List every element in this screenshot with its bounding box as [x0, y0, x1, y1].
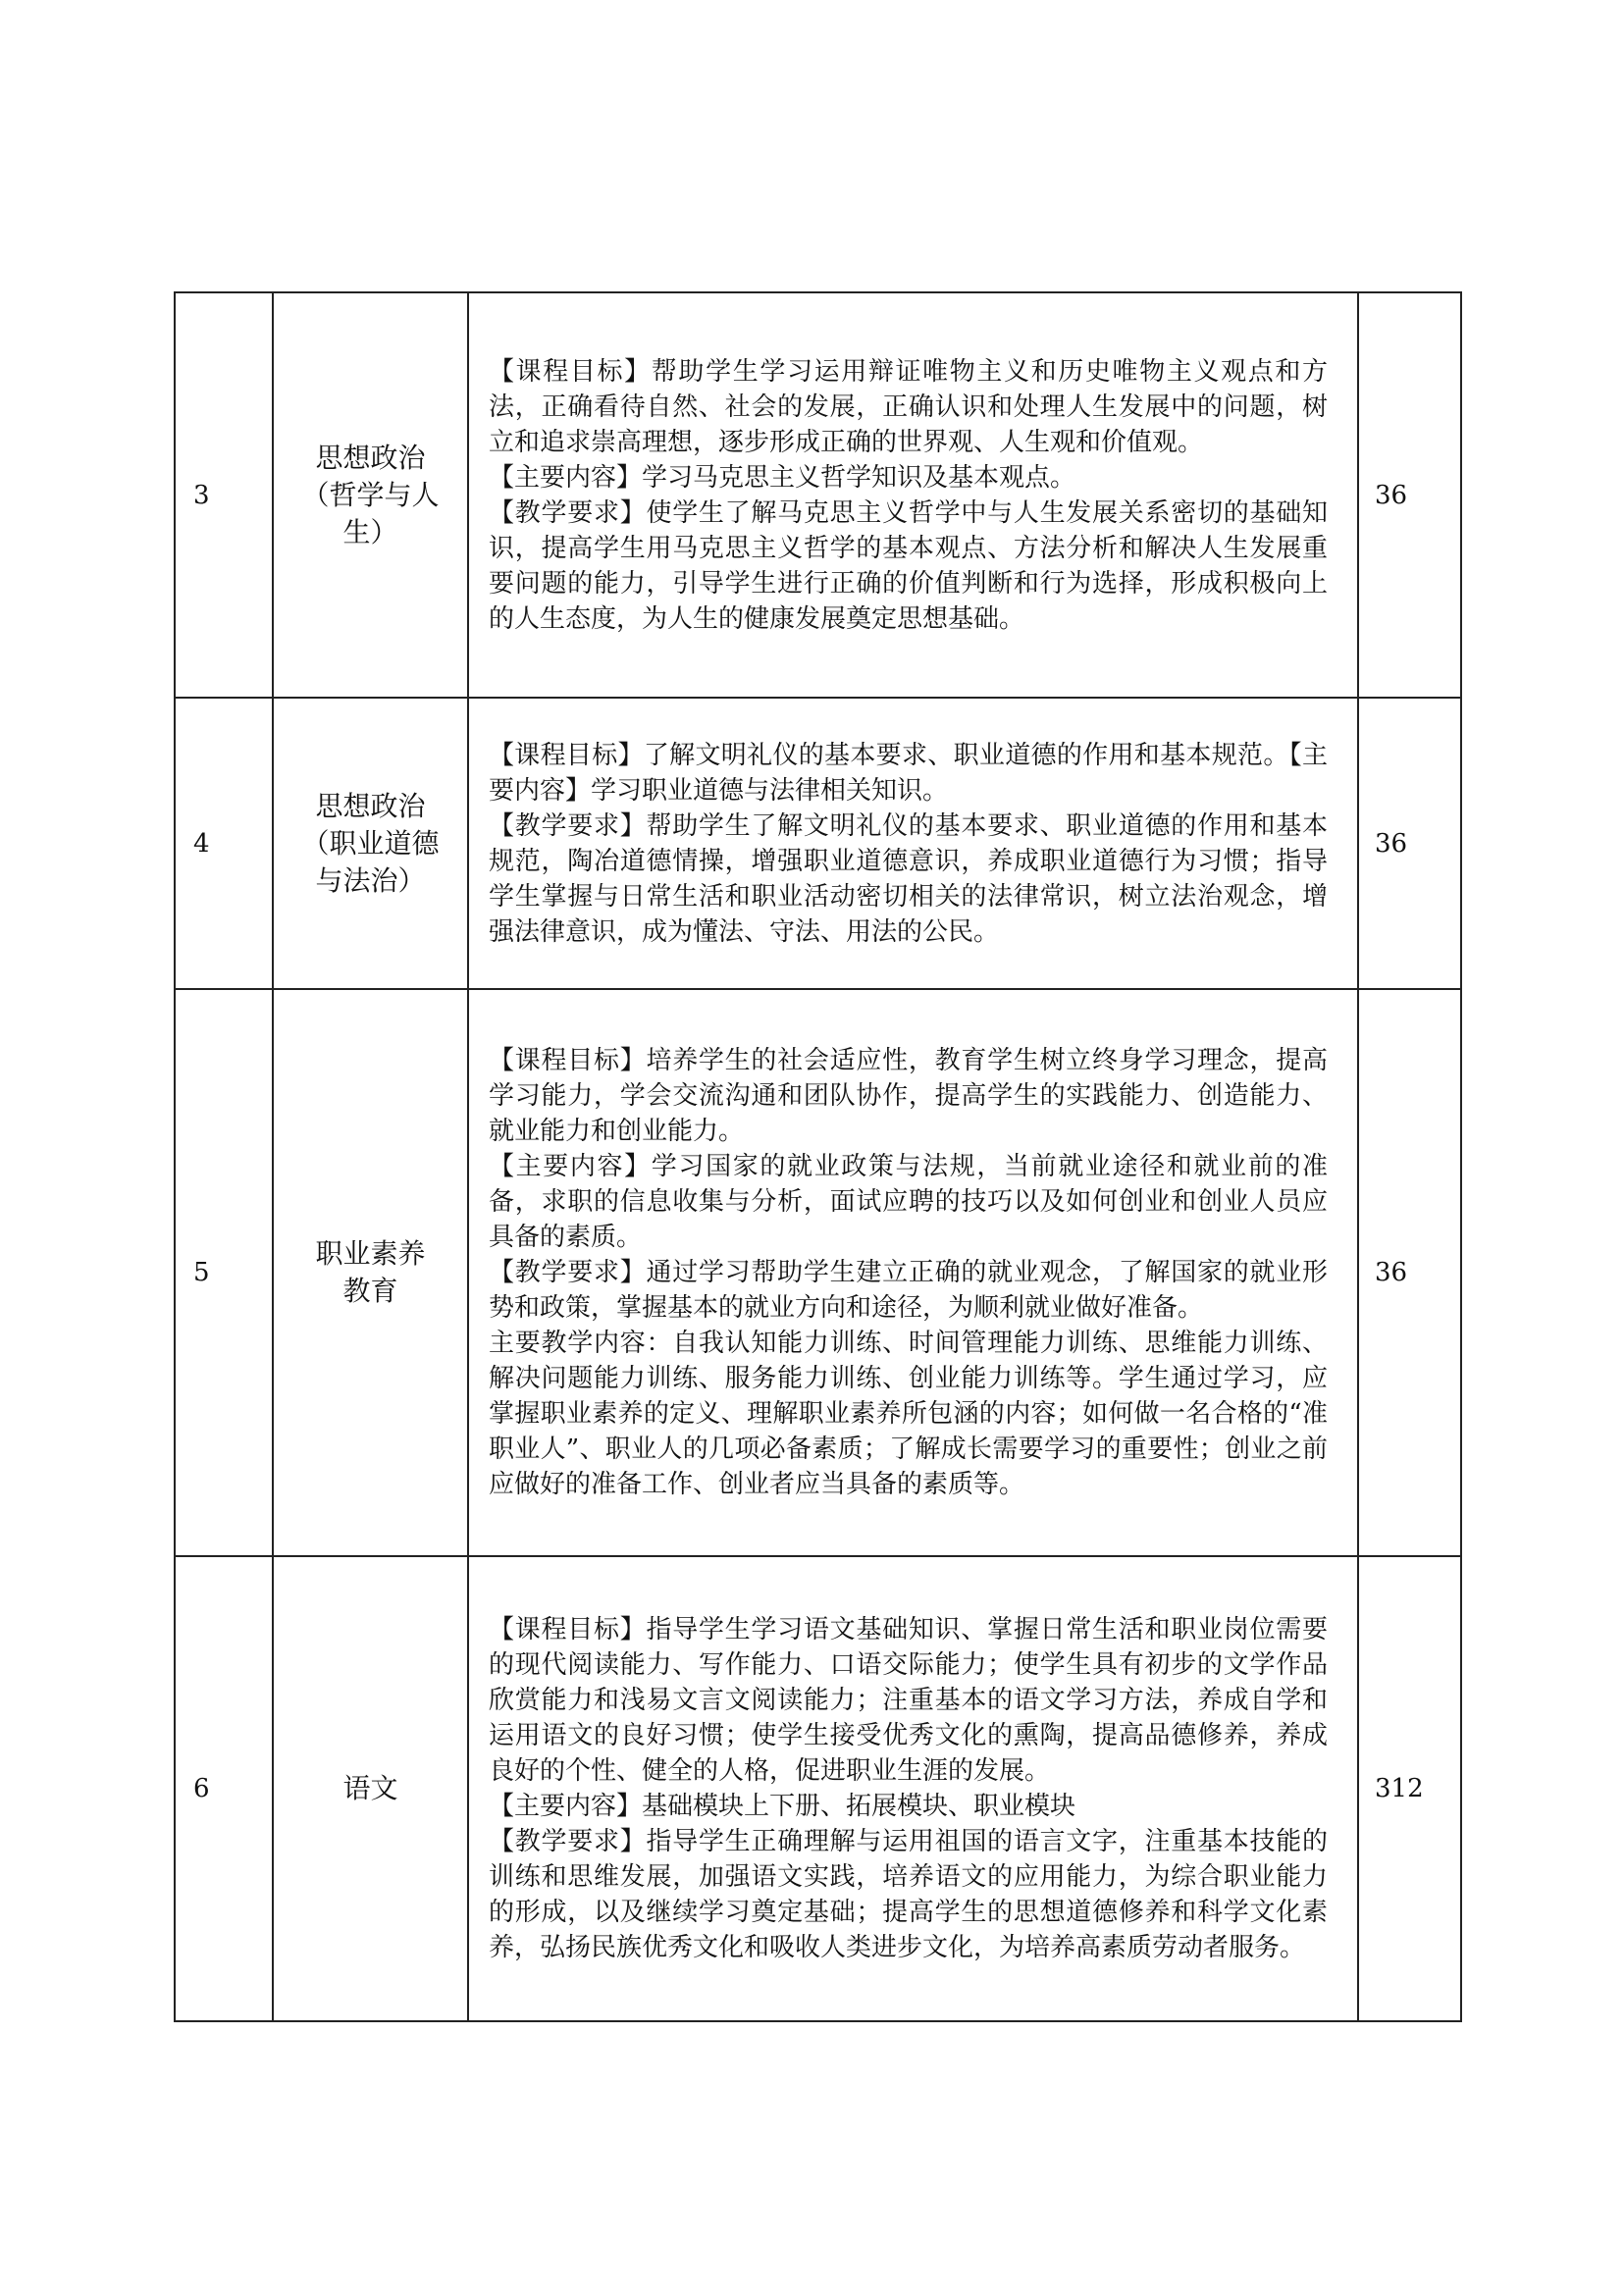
course-name-line: 思想政治 — [315, 441, 426, 474]
description-paragraph: 【主要内容】学习马克思主义哲学知识及基本观点。 — [489, 462, 1076, 493]
course-description — [468, 292, 1358, 698]
course-name-line: （职业道德 — [301, 826, 440, 860]
table-row — [175, 698, 1461, 989]
course-hours: 36 — [1358, 989, 1461, 1556]
course-name-line: 教育 — [342, 1275, 398, 1307]
course-name — [273, 292, 468, 698]
description-paragraph: 【主要内容】基础模块上下册、拓展模块、职业模块 — [489, 1792, 1076, 1821]
description-paragraph: 【教学要求】帮助学生了解文明礼仪的基本要求、职业道德的作用和基本规范，陶冶道德情操，增强职业道德意识，养成职业道德行为习惯；指导学生掌握与日常生活和职业活动密切相关的法律常识，树立法治观念，增强法律意识，成为懂法、守法、用法的公民。 — [489, 810, 1328, 947]
course-name-line: （哲学与人 — [301, 478, 440, 511]
description-paragraph: 【课程目标】了解文明礼仪的基本要求、职业道德的作用和基本规范。【主要内容】学习职业道德与法律相关知识。 — [489, 740, 1328, 806]
course-hours: 36 — [1358, 292, 1461, 698]
description-paragraph: 主要教学内容：自我认知能力训练、时间管理能力训练、思维能力训练、解决问题能力训练、服务能力训练、创业能力训练等。学生通过学习，应掌握职业素养的定义、理解职业素养所包涵的内容；如何做一名合格的“准职业人”、职业人的几项必备素质；了解成长需要学习的重要性；创业之前应做好的准备工作、创业者应当具备的素质等。 — [489, 1329, 1328, 1499]
description-paragraph: 【教学要求】通过学习帮助学生建立正确的就业观念，了解国家的就业形势和政策，掌握基本的就业方向和途径，为顺利就业做好准备。 — [489, 1258, 1328, 1323]
description-paragraph: 【教学要求】使学生了解马克思主义哲学中与人生发展关系密切的基础知识，提高学生用马克思主义哲学的基本观点、方法分析和解决人生发展重要问题的能力，引导学生进行正确的价值判断和行为选择，形成积极向上的人生态度，为人生的健康发展奠定思想基础。 — [489, 497, 1328, 634]
course-name — [273, 1556, 468, 2021]
course-hours: 312 — [1358, 1556, 1461, 2021]
course-name-line: 语文 — [342, 1772, 398, 1804]
course-description — [468, 989, 1358, 1556]
description-paragraph: 【课程目标】培养学生的社会适应性，教育学生树立终身学习理念，提高学习能力，学会交流沟通和团队协作，提高学生的实践能力、创造能力、就业能力和创业能力。 — [489, 1046, 1328, 1146]
course-hours: 36 — [1358, 698, 1461, 989]
course-name — [273, 989, 468, 1556]
description-paragraph: 【主要内容】学习国家的就业政策与法规，当前就业途径和就业前的准备，求职的信息收集与分析，面试应聘的技巧以及如何创业和创业人员应具备的素质。 — [489, 1152, 1328, 1252]
course-name-line: 生） — [342, 515, 398, 548]
table-row — [175, 989, 1461, 1556]
description-paragraph: 【教学要求】指导学生正确理解与运用祖国的语言文字，注重基本技能的训练和思维发展，加强语文实践，培养语文的应用能力，为综合职业能力的形成，以及继续学习奠定基础；提高学生的思想道德修养和科学文化素养，弘扬民族优秀文化和吸收人类进步文化，为培养高素质劳动者服务。 — [489, 1827, 1328, 1962]
table-row — [175, 1556, 1461, 2021]
course-name-line: 思想政治 — [315, 789, 426, 822]
description-paragraph: 【课程目标】帮助学生学习运用辩证唯物主义和历史唯物主义观点和方法，正确看待自然、社会的发展，正确认识和处理人生发展中的问题，树立和追求崇高理想，逐步形成正确的世界观、人生观和价值观。 — [489, 356, 1328, 457]
row-number: 5 — [175, 989, 273, 1556]
course-name — [273, 698, 468, 989]
course-name-line: 与法治） — [315, 863, 426, 897]
row-number: 6 — [175, 1556, 273, 2021]
table-row — [175, 292, 1461, 698]
row-number: 3 — [175, 292, 273, 698]
course-table — [174, 291, 1462, 2022]
description-paragraph: 【课程目标】指导学生学习语文基础知识、掌握日常生活和职业岗位需要的现代阅读能力、写作能力、口语交际能力；使学生具有初步的文学作品欣赏能力和浅易文言文阅读能力；注重基本的语文学习方法，养成自学和运用语文的良好习惯；使学生接受优秀文化的熏陶，提高品德修养，养成良好的个性、健全的人格，促进职业生涯的发展。 — [489, 1615, 1328, 1786]
course-name-line: 职业素养 — [315, 1237, 426, 1270]
course-description — [468, 698, 1358, 989]
course-description — [468, 1556, 1358, 2021]
row-number: 4 — [175, 698, 273, 989]
